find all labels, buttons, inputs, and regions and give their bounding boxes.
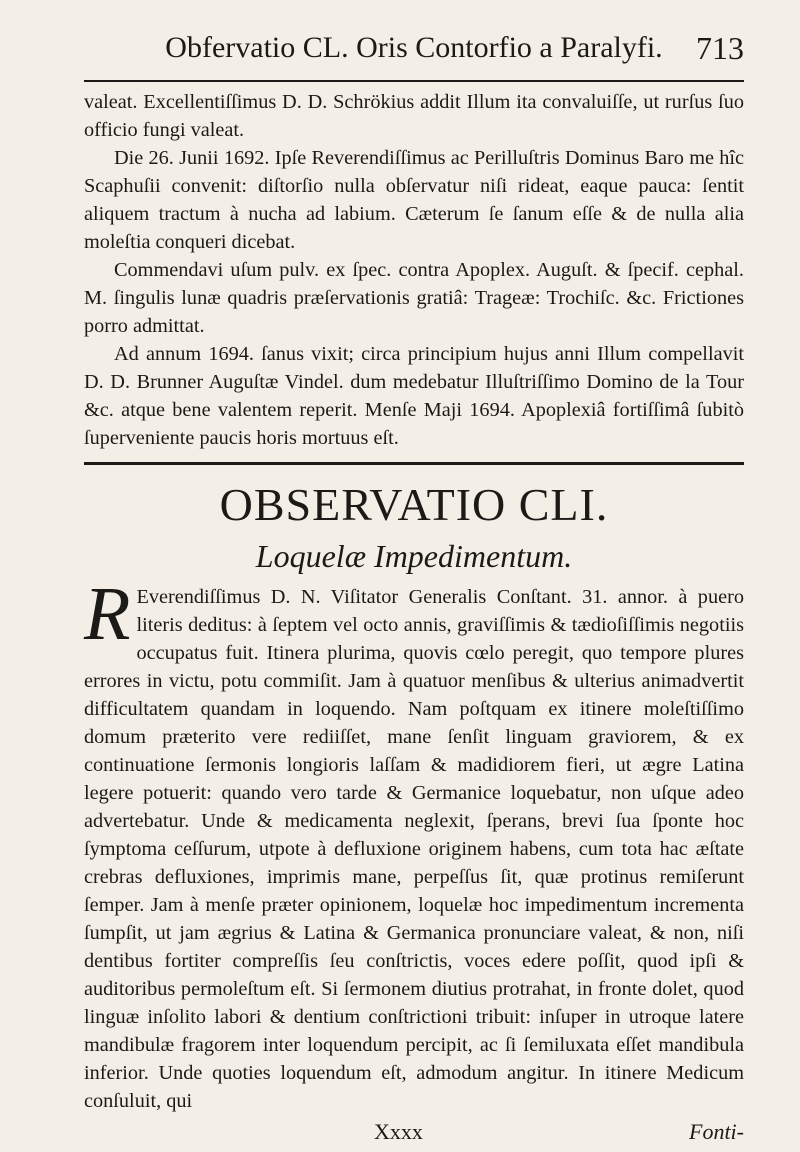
section-divider	[84, 462, 744, 465]
paragraph: Everendiſſimus D. N. Viſitator Generalis Conſtant. 31. annor. à puero literis deditus: à ſeptem vel octo annis, graviſſimis & tædioſiſſimis negotiis occupatus fuit. Itinera plurima, quovis cœlo peregit, quo tempore plures errores in victu, potu commiſit. Jam à quatuor menſibus & ulterius animadvertit difficultatem quandam in loquendo. Nam poſtquam ex itinere moleſtiſſimo domum præterito vere rediiſſet, mane ſenſit linguam graviorem, & ex continuatione ſermonis longioris laſſam & madidiorem fieri, ut ægre Latina legere potuerit: quando vero tarde & Germanice loquebatur, non uſque adeo advertebatur. Unde & medicamenta neglexit, ſperans, brevi ſua ſponte hoc ſymptoma ceſſurum, utpote à defluxione originem habens, cum tota hac æſtate crebras defluxiones, imprimis mane, perpeſſus ſit, quæ protinus remiſerunt ſemper. Jam à menſe præter opinionem, loquelæ hoc impedimentum incrementa ſumpſit, ut jam ægrius & Latina & Germanica pronunciare valeat, & non, niſi dentibus fortiter compreſſis ſeu conſtrictis, voces edere poſſit, quod ipſi & auditoribus permoleſtum eſt. Si ſermonem diutius protrahat, in fronte dolet, quod linguæ inſolito labori & dentium conſtrictioni tribuit: inſuper in utroque latere mandibulæ fragorem inter loquendum percipit, ac ſi ſemiluxata eſſet mandibula inferior. Unde quoties loquendum eſt, admodum angitur. In itinere Medicum conſuluit, qui	[84, 586, 744, 1112]
running-head-title: Obfervatio CL. Oris Contorfio a Paralyfi.	[165, 31, 663, 64]
previous-observation-text	[84, 88, 744, 452]
paragraph: Die 26. Junii 1692. Ipſe Reverendiſſimus ac Perilluſtris Dominus Baro me hîc Scaphuſii convenit: diſtorſio nulla obſervatur niſi rideat, eaque pauca: ſentit aliquem tractum à nucha ad labium. Cæterum ſe ſanum eſſe & de nulla alia moleſtia conqueri dicebat.	[84, 147, 744, 253]
observation-subtitle: Loquelæ Impedimentum.	[255, 538, 573, 574]
header-rule	[84, 80, 744, 82]
paragraph: valeat. Excellentiſſimus D. D. Schrökius addit Illum ita convaluiſſe, ut rurſus ſuo officio fungi valeat.	[84, 91, 744, 141]
page-number: 713	[696, 30, 744, 66]
paragraph: Commendavi uſum pulv. ex ſpec. contra Apoplex. Auguſt. & ſpecif. cephal. M. ſingulis lunæ quadris præſervationis gratiâ: Trageæ: Trochiſc. &c. Frictiones porro admittat.	[84, 259, 744, 337]
signature-mark: Xxxx	[374, 1119, 423, 1144]
observation-heading: OBSERVATIO CLI.	[219, 479, 609, 530]
paragraph: Ad annum 1694. ſanus vixit; circa principium hujus anni Illum compellavit D. D. Brunner Auguſtæ Vindel. dum medebatur Illuſtriſſimo Domino de la Tour &c. atque bene valentem reperit. Menſe Maji 1694. Apoplexiâ fortiſſimâ ſubitò ſuperveniente paucis horis mortuus eſt.	[84, 343, 744, 449]
book-page	[84, 22, 744, 1147]
drop-cap: R	[84, 572, 131, 656]
running-head	[84, 22, 744, 74]
observation-text	[84, 572, 744, 1115]
catchword: Fonti-	[689, 1119, 744, 1144]
page-footer	[84, 1117, 744, 1147]
